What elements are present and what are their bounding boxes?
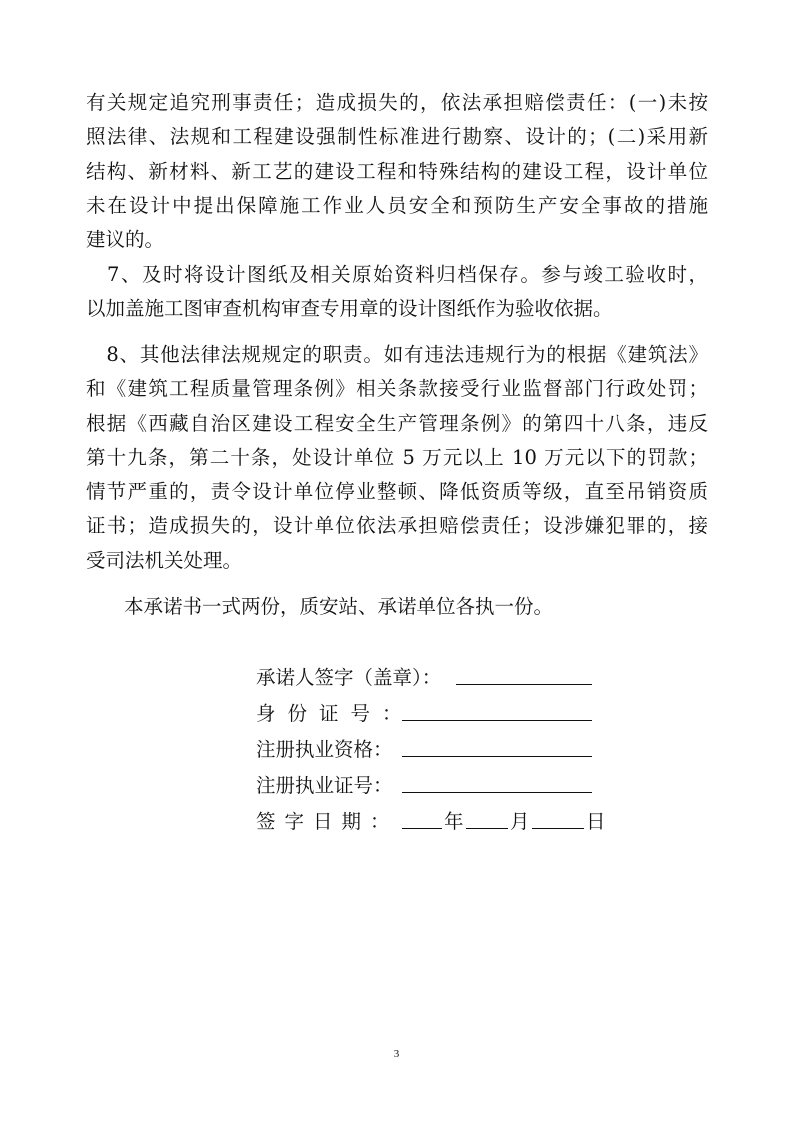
month-blank: [466, 828, 508, 829]
paragraph-item-7: [86, 258, 708, 327]
text-line: 受司法机关处理。: [86, 548, 243, 572]
text-line: 证书；造成损失的，设计单位依法承担赔偿责任；设涉嫌犯罪的，接: [86, 514, 708, 538]
id-number-blank: [402, 720, 592, 721]
qualification-label: 注册执业资格：: [256, 738, 393, 761]
paragraph-liability: [86, 86, 708, 257]
year-blank: [402, 828, 442, 829]
signer-label: 承诺人签字（盖章）：: [256, 666, 442, 689]
text-line: 第十九条，第二十条，处设计单位 5 万元以上 10 万元以下的罚款；: [86, 445, 708, 469]
text-line: 情节严重的，责令设计单位停业整顿、降低资质等级，直至吊销资质: [86, 480, 708, 504]
license-number-label: 注册执业证号：: [256, 774, 393, 797]
signature-block: [256, 660, 616, 840]
paragraph-copies: [86, 590, 708, 624]
day-label: 日: [586, 810, 606, 833]
text-line: 本承诺书一式两份，质安站、承诺单位各执一份。: [124, 595, 554, 618]
qualification-row: [256, 732, 616, 768]
text-line: 7、及时将设计图纸及相关原始资料归档保存。参与竣工验收时，: [86, 263, 708, 286]
license-number-row: [256, 768, 616, 804]
signer-blank: [456, 684, 592, 685]
text-line: 建议的。: [86, 228, 165, 252]
text-line: 有关规定追究刑事责任；造成损失的，依法承担赔偿责任：(一)未按: [86, 91, 708, 114]
signer-row: [256, 660, 616, 696]
text-line: 结构、新材料、新工艺的建设工程和特殊结构的建设工程，设计单位: [86, 159, 708, 183]
text-line: 根据《西藏自治区建设工程安全生产管理条例》的第四十八条，违反: [86, 411, 708, 435]
sign-date-row: [256, 804, 616, 840]
month-label: 月: [510, 810, 530, 833]
text-line: 照法律、法规和工程建设强制性标准进行勘察、设计的；(二)采用新: [86, 125, 708, 149]
year-label: 年: [444, 810, 464, 833]
text-line: 未在设计中提出保障施工作业人员安全和预防生产安全事故的措施: [86, 193, 708, 217]
license-number-blank: [402, 792, 592, 793]
qualification-blank: [402, 756, 592, 757]
text-line: 8、其他法律法规规定的职责。如有违法违规行为的根据《建筑法》: [86, 343, 708, 366]
id-number-label: 身份证号：: [256, 702, 414, 725]
text-line: 和《建筑工程质量管理条例》相关条款接受行业监督部门行政处罚；: [86, 377, 708, 401]
paragraph-item-8: [86, 338, 708, 578]
text-line: 以加盖施工图审查机构审查专用章的设计图纸作为验收依据。: [86, 297, 613, 321]
day-blank: [532, 828, 584, 829]
sign-date-label: 签字日期：: [256, 810, 399, 833]
page-number: 3: [393, 1048, 400, 1060]
id-number-row: [256, 696, 616, 732]
